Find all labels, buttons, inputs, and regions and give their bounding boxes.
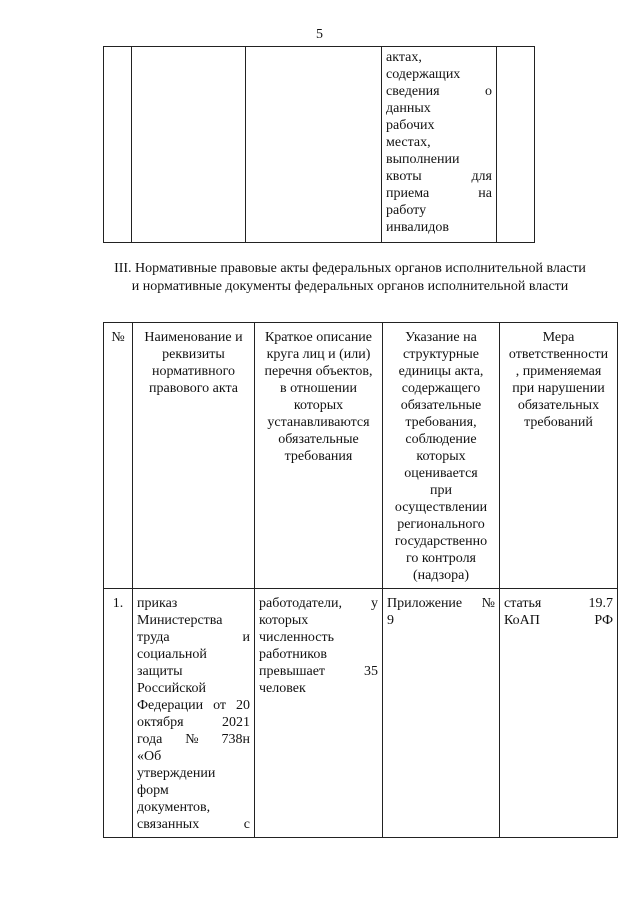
table-row: [104, 589, 618, 838]
header-num: №: [104, 323, 133, 589]
header-line: единицы акта,: [398, 364, 484, 379]
header-line: государственно: [394, 534, 488, 549]
text-line: Министерства: [137, 613, 223, 628]
header-line: (надзора): [413, 568, 469, 583]
header-line: при: [430, 483, 452, 498]
header-line: структурные: [403, 347, 479, 362]
text-line: документов,: [137, 800, 211, 815]
header-line: при нарушении: [512, 381, 605, 396]
row-act: [133, 589, 255, 838]
row-num: 1.: [104, 589, 133, 838]
text-line: приема на: [386, 186, 492, 201]
text-line: превышает 35: [259, 664, 378, 679]
table-header-row: [104, 323, 618, 589]
cont-cell-act: [132, 47, 246, 243]
header-line: обязательных: [517, 398, 600, 413]
header-line: содержащего: [401, 381, 481, 396]
text-line: квоты для: [386, 169, 492, 184]
text-line: приказ: [137, 596, 178, 611]
text-line: связанных с: [137, 817, 250, 832]
row-scope: [255, 589, 383, 838]
header-line: устанавливаются: [267, 415, 370, 430]
cont-cell-scope: [246, 47, 382, 243]
text-line: выполнении: [386, 152, 460, 167]
header-line: оценивается: [404, 466, 478, 481]
header-scope: [255, 323, 383, 589]
cont-cell-liability: [497, 47, 535, 243]
section-heading: III. Нормативные правовые акты федеральных органов исполнительной власти и нормативные документы федеральных органов исполнительной власти: [114, 261, 586, 294]
header-line: осуществлении: [394, 500, 488, 515]
cont-cell-units: [382, 47, 497, 243]
text-line: рабочих: [386, 118, 435, 133]
row-units: [383, 589, 500, 838]
text-line: человек: [259, 681, 306, 696]
acts-table: [103, 322, 618, 838]
text-line: содержащих: [386, 67, 461, 82]
header-line: Краткое описание: [264, 330, 373, 345]
header-line: перечня объектов,: [264, 364, 373, 379]
header-line: Наименование и: [144, 330, 243, 345]
header-line: в отношении: [279, 381, 357, 396]
text-line: данных: [386, 101, 431, 116]
text-line: работников: [259, 647, 327, 662]
text-line: сведения о: [386, 84, 492, 99]
continuation-table: [103, 46, 535, 243]
header-line: ответственности: [508, 347, 609, 362]
text-line: защиты: [137, 664, 183, 679]
row-liability: [500, 589, 618, 838]
header-line: нормативного: [151, 364, 235, 379]
page-number: 5: [316, 27, 323, 42]
text-line: актах,: [386, 50, 422, 65]
header-line: Указание на: [405, 330, 477, 345]
text-line: статья 19.7: [504, 596, 613, 611]
header-line: го контроля: [405, 551, 476, 566]
text-line: форм: [137, 783, 169, 798]
text-line: работу: [386, 203, 427, 218]
cont-cell-num: [104, 47, 132, 243]
text-line: инвалидов: [386, 220, 449, 235]
text-line: октября 2021: [137, 715, 250, 730]
text-line: 9: [387, 613, 394, 628]
text-line: численность: [259, 630, 334, 645]
header-line: регионального: [397, 517, 485, 532]
header-line: обязательные: [278, 432, 359, 447]
header-line: , применяемая: [515, 364, 602, 379]
header-line: требований: [524, 415, 593, 430]
text-line: «Об: [137, 749, 162, 764]
text-line: которых: [259, 613, 309, 628]
text-line: работодатели, у: [259, 596, 378, 611]
text-line: Приложение №: [387, 596, 495, 611]
header-line: требования: [284, 449, 353, 464]
text-line: Российской: [137, 681, 206, 696]
header-line: реквизиты: [162, 347, 225, 362]
text-line: труда и: [137, 630, 250, 645]
header-line: которых: [416, 449, 466, 464]
header-line: обязательные: [400, 398, 482, 413]
header-line: требования,: [405, 415, 477, 430]
header-units: [383, 323, 500, 589]
header-act: [133, 323, 255, 589]
header-liability: [500, 323, 618, 589]
header-line: круга лиц и (или): [266, 347, 371, 362]
header-line: которых: [293, 398, 344, 413]
header-line: соблюдение: [405, 432, 477, 447]
header-line: Мера: [542, 330, 575, 345]
text-line: Федерации от 20: [137, 698, 250, 713]
text-line: социальной: [137, 647, 207, 662]
text-line: утверждении: [137, 766, 216, 781]
text-line: КоАП РФ: [504, 613, 613, 628]
text-line: местах,: [386, 135, 431, 150]
text-line: года № 738н: [137, 732, 250, 747]
header-line: правового акта: [149, 381, 238, 396]
